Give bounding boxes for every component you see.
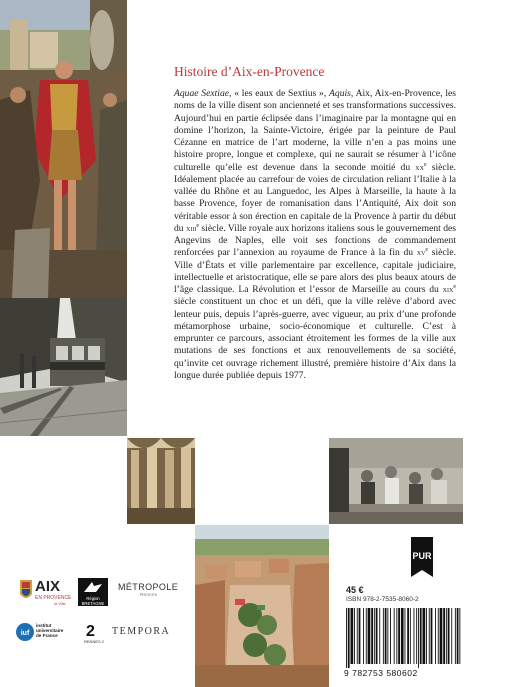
aix-logo-name: AIX: [35, 578, 61, 595]
rennes2-logo: [82, 620, 108, 644]
barcode-bar: [438, 608, 439, 664]
aix-shield-icon: [20, 580, 32, 602]
description-segment: xx: [415, 162, 424, 172]
barcode-bar: [368, 608, 371, 664]
barcode-bar: [414, 608, 415, 664]
barcode-bar: [459, 608, 460, 664]
iuf-line3: de France: [36, 633, 58, 639]
barcode: [344, 608, 462, 668]
barcode-bar: [420, 608, 422, 664]
region-bretagne-logo: [78, 578, 108, 608]
book-title: Histoire d’Aix-en-Provence: [174, 64, 325, 79]
iuf-line1: institut: [36, 623, 52, 628]
barcode-digits: 9 782753 580602: [344, 668, 418, 678]
rennes2-mark: 2: [86, 623, 95, 640]
barcode-bar: [405, 608, 406, 664]
barcode-bar: [416, 608, 417, 664]
barcode-bar: [398, 608, 400, 664]
barcode-bar: [383, 608, 384, 664]
bretagne-line1: Région: [86, 596, 100, 601]
barcode-bar: [376, 608, 378, 664]
aix-aerial-photo-image: [195, 525, 329, 687]
description-segment: , « les eaux de Sextius »,: [229, 88, 330, 99]
description-segment: e: [423, 161, 427, 168]
description-segment: Aquae Sextiae: [174, 88, 230, 99]
barcode-bar: [407, 608, 409, 664]
barcode-bar: [451, 608, 452, 664]
barcode-bar: [410, 608, 411, 664]
barcode-bar: [401, 608, 404, 664]
barcode-bar: [443, 608, 445, 664]
description-segment: xix: [442, 285, 454, 294]
cloister-photo-image: [127, 438, 195, 524]
barcode-bar: [455, 608, 456, 664]
barcode-bar: [379, 608, 380, 664]
price: 45 €: [346, 585, 364, 595]
roman-painting-image: [0, 0, 127, 298]
barcode-bar: [426, 608, 427, 664]
barcode-bar: [366, 608, 367, 664]
iuf-line2: universitaire: [36, 628, 64, 634]
barcode-bar: [423, 608, 426, 664]
iuf-logo: [16, 623, 71, 643]
barcode-bar: [387, 608, 388, 664]
description-segment: siècle. Ville d’États et ville parlementaire par excellence, capitale judiciaire, intellectuelle et aristocratique, elle se pare alors des plus beaux atours de l’âge classique. La Révolution et l’essor de Marseille au cours du: [174, 247, 456, 295]
barcode-bar: [363, 608, 364, 664]
barcode-bar: [446, 608, 447, 664]
barcode-bar: [390, 608, 391, 664]
barcode-bar: [346, 608, 347, 668]
barcode-bar: [435, 608, 436, 664]
description-segment: , Aix, Aix-en-Provence, les noms de la ville disent son ancienneté et ses transformations successives. Aujourd’hui en partie éclipsée dans l’imaginaire par la montagne qui en domine l’horizon, la Sainte-Victoire, érigée par la peinture de Paul Cézanne en matrice de l’art moderne, la ville n’en a pas moins une histoire propre, longue et complexe, qui ne saurait se résumer à l’icône culturelle qu’elle est devenue dans la seconde moitié du: [174, 88, 457, 173]
barcode-bar: [354, 608, 355, 664]
isbn: ISBN 978-2-7535-8060-2: [346, 596, 419, 603]
bretagne-mark-icon: [78, 578, 108, 596]
description-segment: siècle constituent un choc et un défi, que la ville relève d’abord avec lenteur puis, depuis l’après-guerre, avec vigueur, au prix d’une profonde métamorphose urbaine, socio-économique et culturelle. C’est à emprunter ce parcours, associant étroitement les formes de la ville aux mutations de ses fonctions et aux renouvellements de sa société, qu’invite cet ouvrage richement illustré, première histoire d’Aix dans la longue durée publiée depuis 1977.: [174, 296, 456, 381]
barcode-bar: [457, 608, 459, 664]
rennes2-sub: RENNES 2: [84, 639, 105, 644]
iuf-mark: iuf: [20, 630, 30, 637]
barcode-bar: [357, 608, 358, 664]
description-segment: e: [453, 283, 456, 290]
barcode-bar: [348, 608, 350, 668]
iuf-circle-icon: [16, 623, 34, 641]
aix-logo-line2: la Ville: [54, 601, 66, 606]
barcode-bar: [429, 608, 430, 664]
metropole-sub: Rennes: [140, 592, 158, 597]
barcode-bar: [394, 608, 395, 664]
workshop-photo-image: [329, 438, 463, 524]
barcode-bar: [448, 608, 450, 664]
bretagne-line2: BRETAGNE: [81, 601, 105, 606]
description-segment: xiii: [186, 223, 197, 233]
description-segment: Aquis: [329, 88, 351, 99]
barcode-bar: [440, 608, 443, 664]
description-segment: e: [196, 222, 200, 229]
description-segment: siècle. Idéalement placée au carrefour de voies de circulation reliant l’Italie à la vallée du Rhône et au Languedoc, les Alpes à Marseille, la haute à la basse Provence, foyer de romanisation dans l’Antiquité, Aix doit son véritable essor à son érection en capitale de la Provence à partir du début du: [174, 161, 456, 234]
aix-logo-line1: EN PROVENCE: [35, 595, 72, 601]
tempora-logo: TEMPORA: [112, 626, 171, 637]
description-segment: e: [425, 247, 429, 254]
barcode-bar: [431, 608, 433, 664]
barcode-bar: [359, 608, 361, 664]
barcode-bar: [418, 608, 419, 668]
pur-logo-label: PUR: [412, 551, 432, 561]
metropole-rennes-logo: [118, 582, 178, 602]
barcode-bar: [385, 608, 387, 664]
pur-logo: [407, 537, 437, 577]
barcode-bar: [371, 608, 373, 664]
book-description: [174, 88, 456, 382]
metropole-name: MÉTROPOLE: [118, 582, 179, 592]
description-segment: xv: [416, 248, 426, 258]
tram-photo-image: [0, 298, 127, 436]
aix-en-provence-logo: [20, 578, 72, 606]
barcode-bar: [351, 608, 354, 664]
description-segment: siècle. Ville royale aux horizons italiens sous le gouvernement des Angevins de Naples, elle voit ses fonctions de commandement renforcées par l’annexion au royaume de France à la fin du: [174, 222, 456, 259]
barcode-bar: [374, 608, 375, 664]
barcode-bar: [396, 608, 397, 664]
